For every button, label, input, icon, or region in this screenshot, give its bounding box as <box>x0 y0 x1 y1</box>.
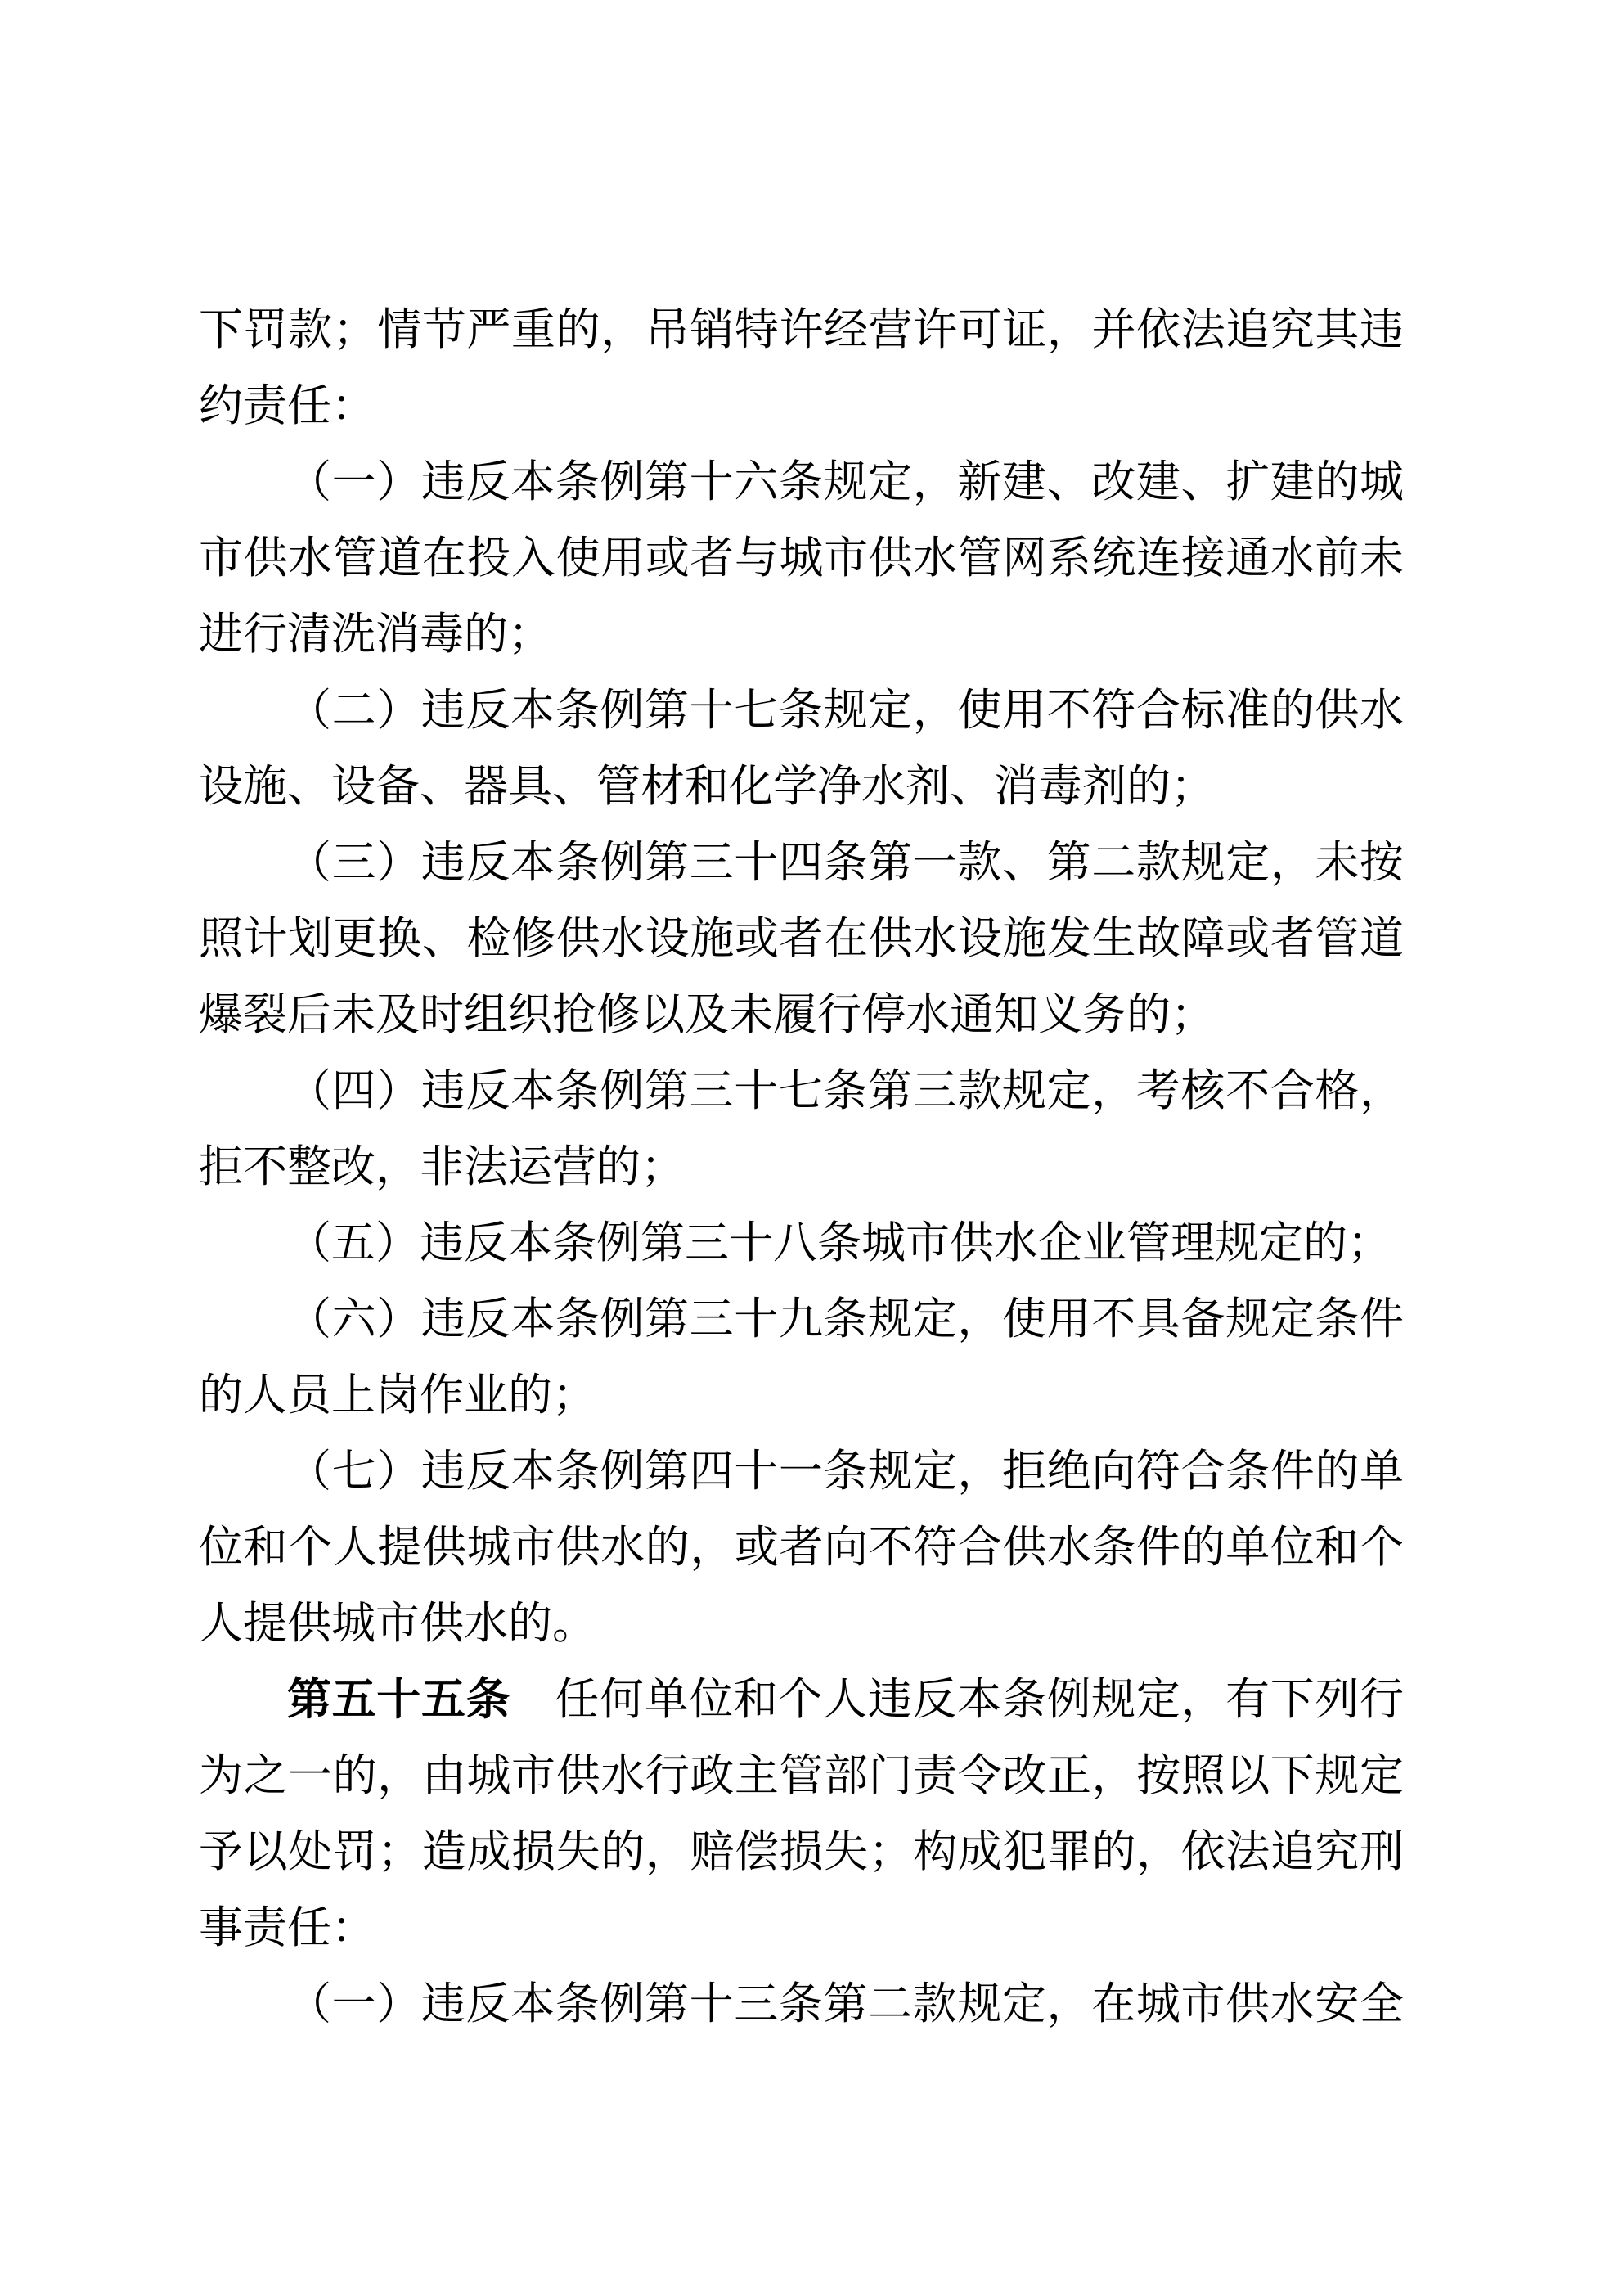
list-item-3: （三）违反本条例第三十四条第一款、第二款规定，未按照计划更换、检修供水设施或者在供水设施发生故障或者管道爆裂后未及时组织抢修以及未履行停水通知义务的； <box>199 838 1404 1039</box>
document-text-block <box>199 292 1404 2042</box>
paragraph-continuation: 下罚款；情节严重的，吊销特许经营许可证，并依法追究其违约责任： <box>199 305 1404 430</box>
list-item-1: （一）违反本条例第十六条规定，新建、改建、扩建的城市供水管道在投入使用或者与城市供水管网系统连接通水前未进行清洗消毒的； <box>199 457 1404 659</box>
article-55-paragraph <box>199 1662 1404 1966</box>
list-item-7: （七）违反本条例第四十一条规定，拒绝向符合条件的单位和个人提供城市供水的，或者向不符合供水条件的单位和个人提供城市供水的。 <box>199 1447 1404 1648</box>
list-item-8: （一）违反本条例第十三条第二款规定，在城市供水安全 <box>287 1979 1404 2028</box>
article-55-number: 第五十五条 <box>287 1675 511 1724</box>
list-item-2: （二）违反本条例第十七条规定，使用不符合标准的供水设施、设备、器具、管材和化学净水剂、消毒剂的； <box>199 686 1404 811</box>
list-item-4: （四）违反本条例第三十七条第三款规定，考核不合格，拒不整改，非法运营的； <box>199 1066 1404 1191</box>
list-item-5: （五）违反本条例第三十八条城市供水企业管理规定的； <box>287 1218 1391 1267</box>
article-55-body: 任何单位和个人违反本条例规定，有下列行为之一的，由城市供水行政主管部门责令改正，按照以下规定予以处罚；造成损失的，赔偿损失；构成犯罪的，依法追究刑事责任： <box>199 1675 1405 1952</box>
list-item-6: （六）违反本条例第三十九条规定，使用不具备规定条件的人员上岗作业的； <box>199 1294 1404 1420</box>
